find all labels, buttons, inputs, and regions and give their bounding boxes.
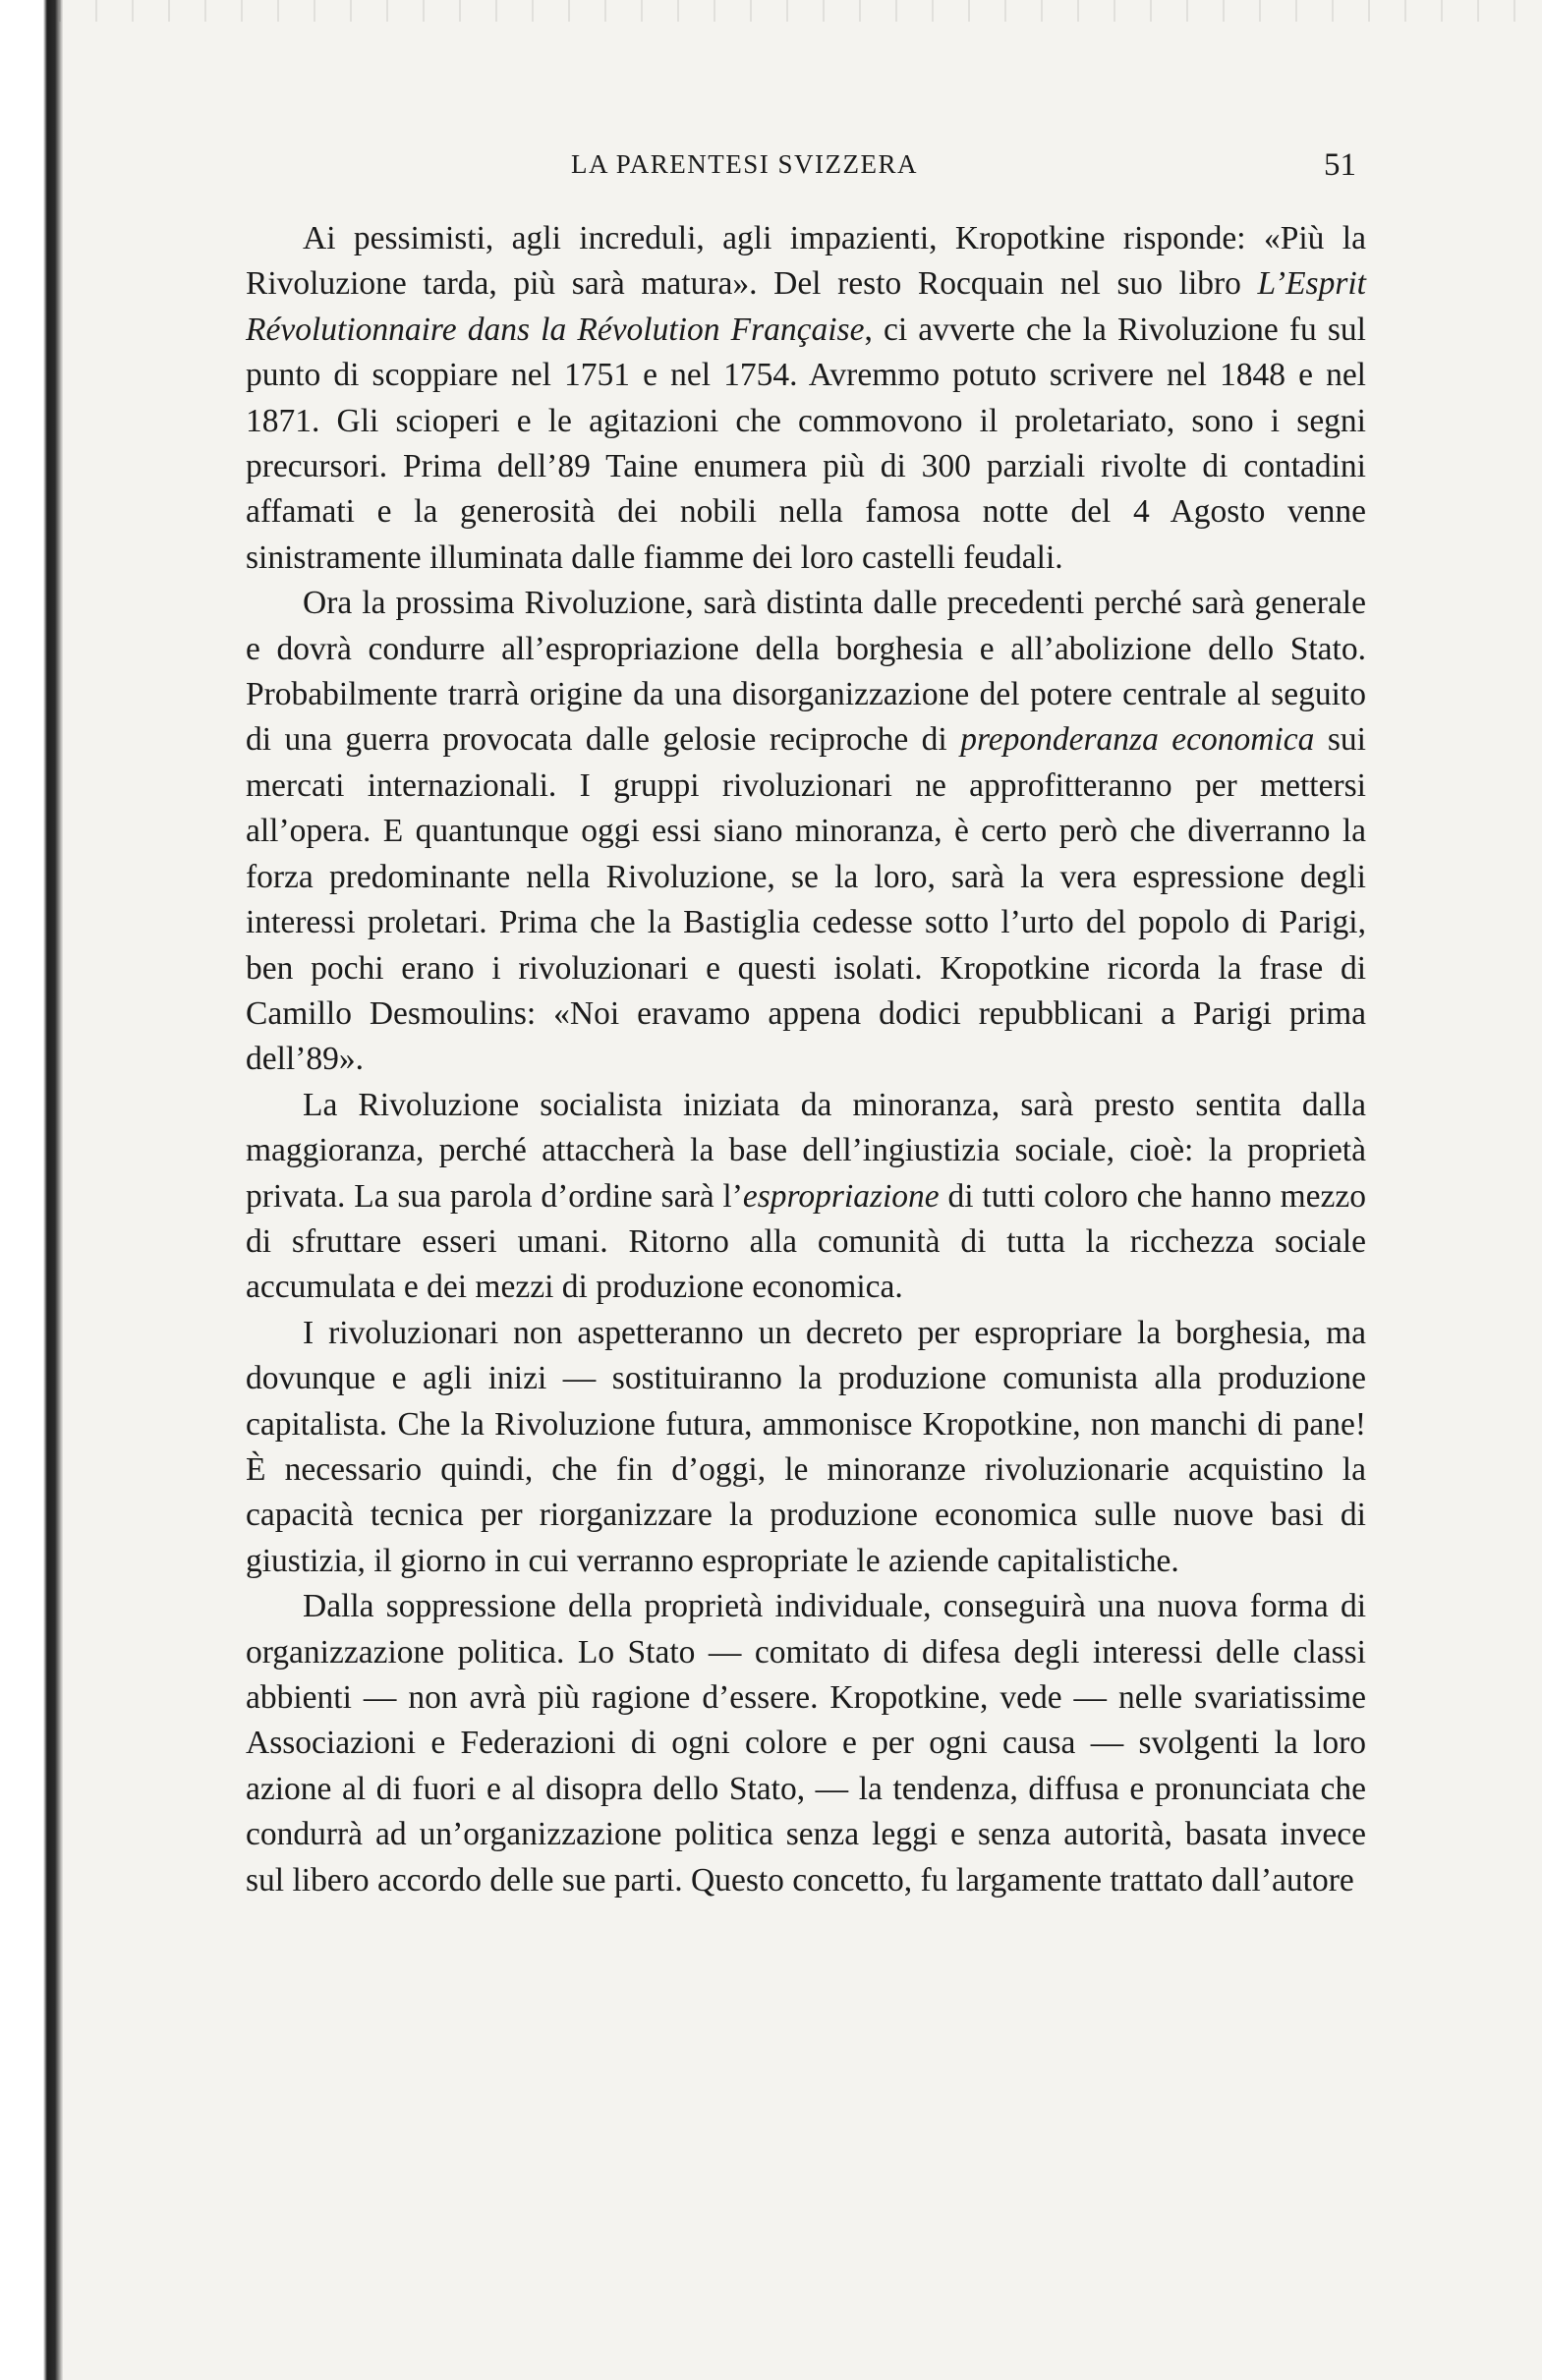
paragraph-1-text-a: Ai pessimisti, agli increduli, agli impazienti, Kropotkine risponde: «Più la Rivoluzione tarda, più sarà matura». Del resto Rocquain nel suo libro — [246, 220, 1366, 303]
page-binding-edge — [0, 0, 63, 2380]
paragraph-3-text-a: La Rivoluzione socialista iniziata da minoranza, sarà presto sentita dalla maggioranza, perché attaccherà la base dell’ingiustizia sociale, cioè: la proprietà privata. La sua parola d’ordine sarà l’ — [246, 1086, 1366, 1215]
paragraph-3 — [246, 1083, 1366, 1311]
emphasis-espropriazione: espropriazione — [742, 1177, 940, 1215]
paragraph-1 — [246, 216, 1366, 581]
emphasis-preponderanza: preponderanza economica — [960, 721, 1315, 759]
paragraph-2-text-a: Ora la prossima Rivoluzione, sarà distinta dalle precedenti perché sarà generale e dovrà condurre all’espropriazione della borghesia e all’abolizione dello Stato. Probabilmente trarrà origine da una disorganizzazione del potere centrale al seguito di una guerra provocata dalle gelosie reciproche di — [246, 585, 1366, 759]
paragraph-2 — [246, 581, 1366, 1082]
paragraph-1-text-b: , ci avverte che la Rivoluzione fu sul punto di scoppiare nel 1751 e nel 1754. Avremmo potuto scrivere nel 1848 e nel 1871. Gli scioperi e le agitazioni che commovono il proletariato, sono i segni precursori. Prima dell’89 Taine enumera più di 300 parziali rivolte di contadini affamati e la generosità dei nobili nella famosa notte del 4 Agosto venne sinistramente illuminata dalle fiamme dei loro castelli feudali. — [246, 311, 1366, 576]
book-title: L’Esprit Révolutionnaire dans la Révolution Française — [246, 265, 1366, 348]
page-body — [246, 216, 1366, 1903]
page-number: 51 — [1324, 147, 1356, 183]
paragraph-4: I rivoluzionari non aspetteranno un decreto per espropriare la borghesia, ma dovunque e agli inizi — sostituiranno la produzione comunista alla produzione capitalista. Che la Rivoluzione futura, ammonisce Kropotkine, non manchi di pane! È necessario quindi, che fin d’oggi, le minoranze rivoluzionarie acquistino la capacità tecnica per riorganizzare la produzione economica sulle nuove basi di giustizia, il giorno in cui verranno espropriate le aziende capitalistiche. — [246, 1314, 1366, 1579]
paragraph-2-text-b: sui mercati internazionali. I gruppi rivoluzionari ne approfitteranno per mettersi all’opera. E quantunque oggi essi siano minoranza, è certo però che diverranno la forza predominante nella Rivoluzione, se la loro, sarà la vera espressione degli interessi proletari. Prima che la Bastiglia cedesse sotto l’urto del popolo di Parigi, ben pochi erano i rivoluzionari e questi isolati. Kropotkine ricorda la frase di Camillo Desmoulins: «Noi eravamo appena dodici repubblicani a Parigi prima dell’89». — [246, 721, 1366, 1078]
running-header — [246, 149, 1356, 189]
paragraph-5: Dalla soppressione della proprietà individuale, conseguirà una nuova forma di organizzazione politica. Lo Stato — comitato di difesa degli interessi delle classi abbienti — non avrà più ragione d’essere. Kropotkine, vede — nelle svariatissime Associazioni e Federazioni di ogni colore e per ogni causa — svolgenti la loro azione al di fuori e al disopra dello Stato, — la tendenza, diffusa e pronunciata che condurrà ad un’organizzazione politica senza leggi e senza autorità, basata invece sul libero accordo delle sue parti. Questo concetto, fu largamente trattato dall’autore — [246, 1588, 1366, 1898]
paragraph-3-text-b: di tutti coloro che hanno mezzo di sfruttare esseri umani. Ritorno alla comunità di tutta la ricchezza sociale accumulata e dei mezzi di produzione economica. — [246, 1177, 1366, 1306]
running-title: LA PARENTESI SVIZZERA — [571, 149, 919, 179]
scan-noise — [59, 0, 1542, 22]
